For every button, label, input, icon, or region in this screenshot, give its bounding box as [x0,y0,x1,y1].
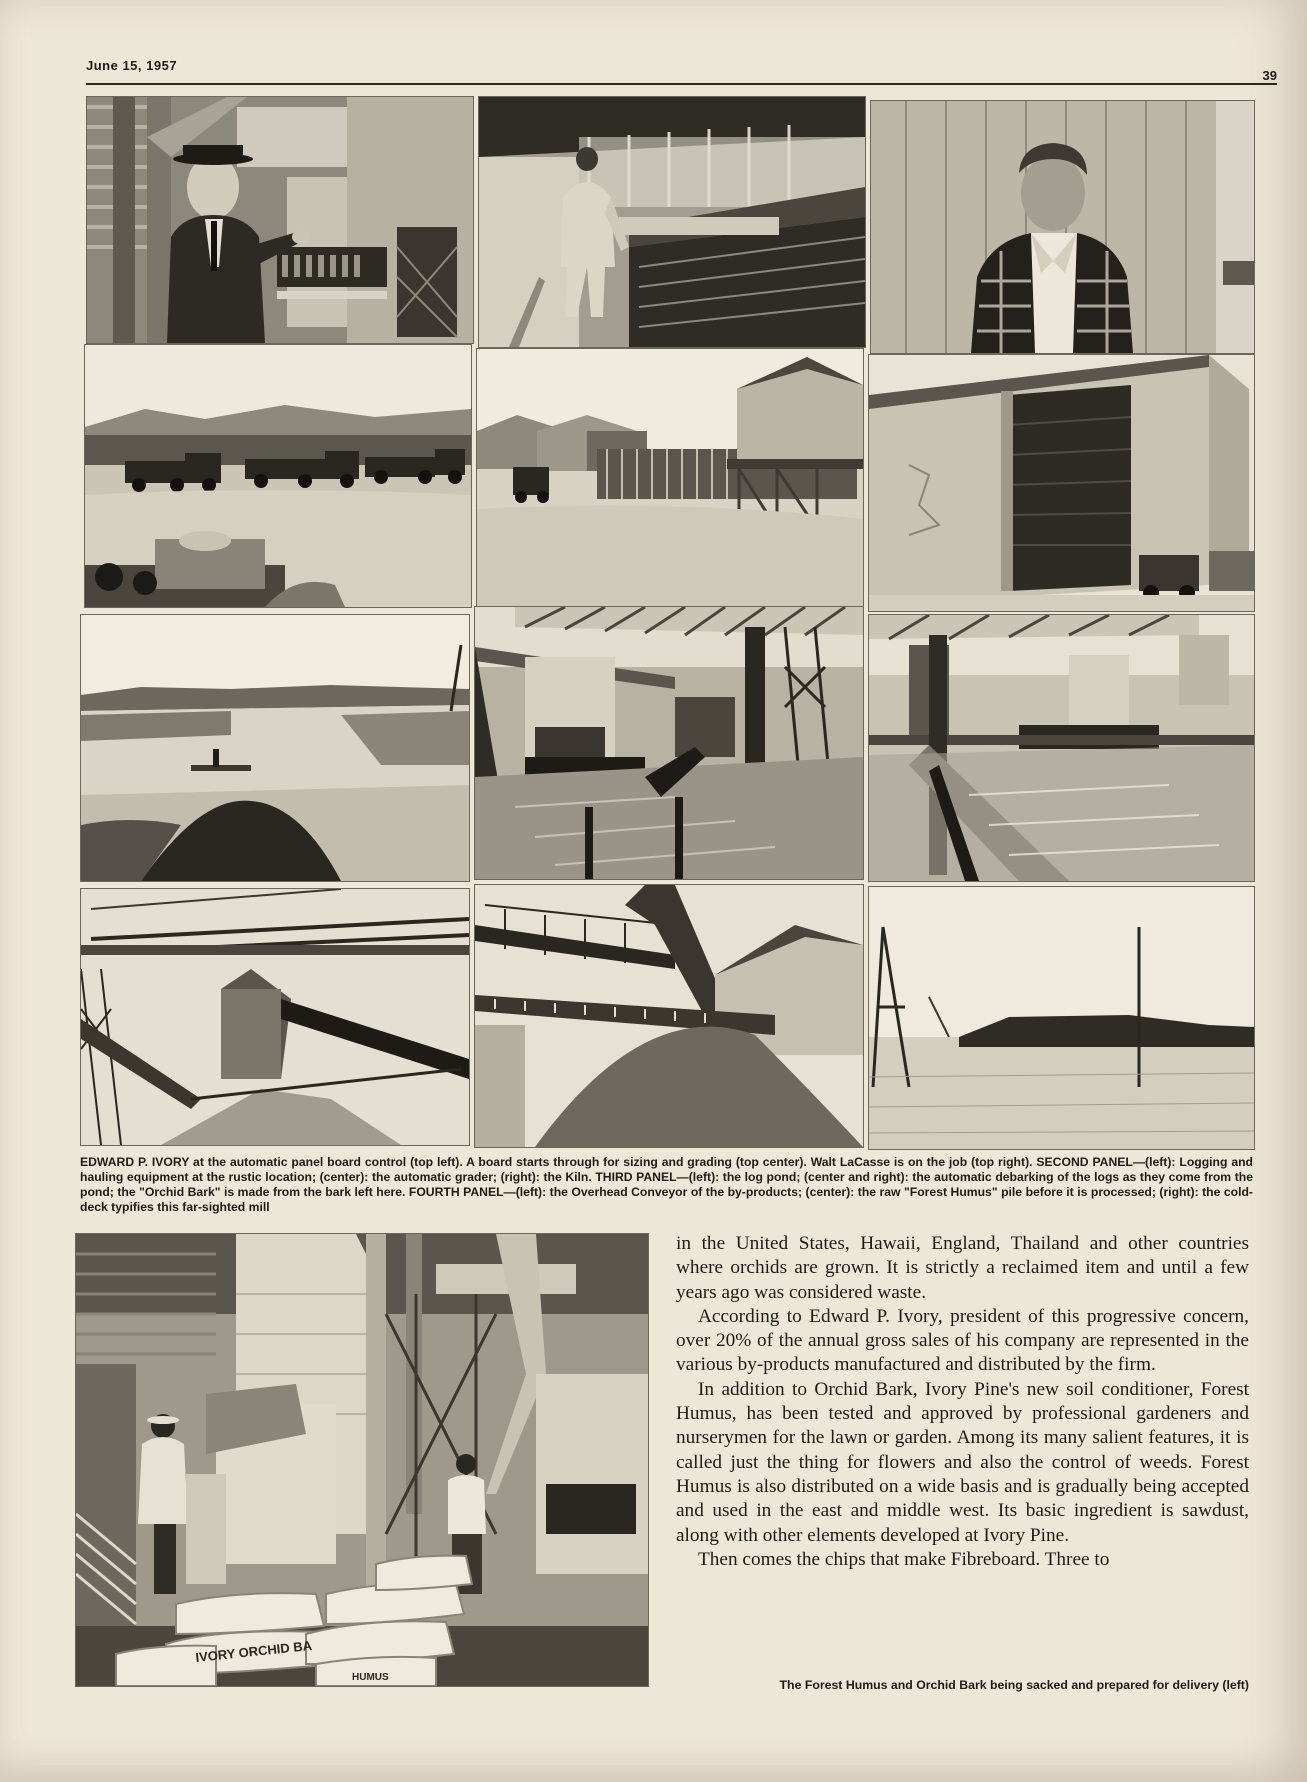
photo-walt-lacasse [870,100,1255,354]
photo-cold-deck [868,886,1255,1150]
bag-print-humus: HUMUS [352,1672,389,1683]
article-paragraph: Then comes the chips that make Fibreboard. Three to [698,1548,1110,1570]
photo-log-pond [80,614,470,882]
photo-kiln [868,354,1255,612]
photo-sacking [75,1233,649,1687]
photo-panel-board-control [86,96,474,344]
issue-date: June 15, 1957 [86,58,178,73]
photo-logging-hauling [84,344,472,608]
photo-debarking-center [474,606,864,880]
header-rule [86,83,1277,85]
sacking-photo-caption: The Forest Humus and Orchid Bark being sacked and prepared for delivery (left) [779,1678,1249,1692]
photo-forest-humus-pile [474,884,864,1148]
article-body [676,1232,1249,1572]
bag-print-orchid-bark: IVORY ORCHID BA [194,1637,313,1665]
photo-board-sizing-grading [478,96,866,348]
article-paragraph: in the United States, Hawaii, England, Thailand and other countries where orchids are grown. It is strictly a reclaimed item and until a few years ago was considered waste. [676,1233,1249,1303]
article-paragraph: In addition to Orchid Bark, Ivory Pine's new soil conditioner, Forest Humus, has been tested and approved by professional gardeners and nurserymen for the lawn or garden. Among its many salient features, it is called just the thing for flowers and also the control of weeds. Forest Humus is also distributed on a wide basis and is gradually being accepted and used in the east and middle west. Its basic ingredient is sawdust, along with other elements developed at Ivory Pine. [676,1378,1249,1546]
photo-overhead-conveyor [80,888,470,1146]
page-number: 39 [1262,68,1277,83]
page-header [86,58,1277,84]
photo-debarking-right [868,614,1255,882]
photo-automatic-grader [476,348,864,612]
photo-grid-caption: EDWARD P. IVORY at the automatic panel board control (top left). A board starts through for sizing and grading (top center). Walt LaCasse is on the job (top right). SECOND PANEL—(left): Logging and hauling equipment at the rustic location; (center): the automatic grader; (right): the Kiln. THIRD PANEL—(left): the log pond; (center and right): the automatic debarking of the logs as they come from the pond; the "Orchid Bark" is made from the bark left here. FOURTH PANEL—(left): the Overhead Conveyor of the by-products; (center): the raw "Forest Humus" pile before it is processed; (right): the cold-deck typifies this far-sighted mill [80,1155,1253,1214]
photo-grid [80,96,1253,1146]
article-paragraph: According to Edward P. Ivory, president of this progressive concern, over 20% of the annual gross sales of his company are represented in the various by-products manufactured and distributed by the firm. [676,1305,1249,1376]
